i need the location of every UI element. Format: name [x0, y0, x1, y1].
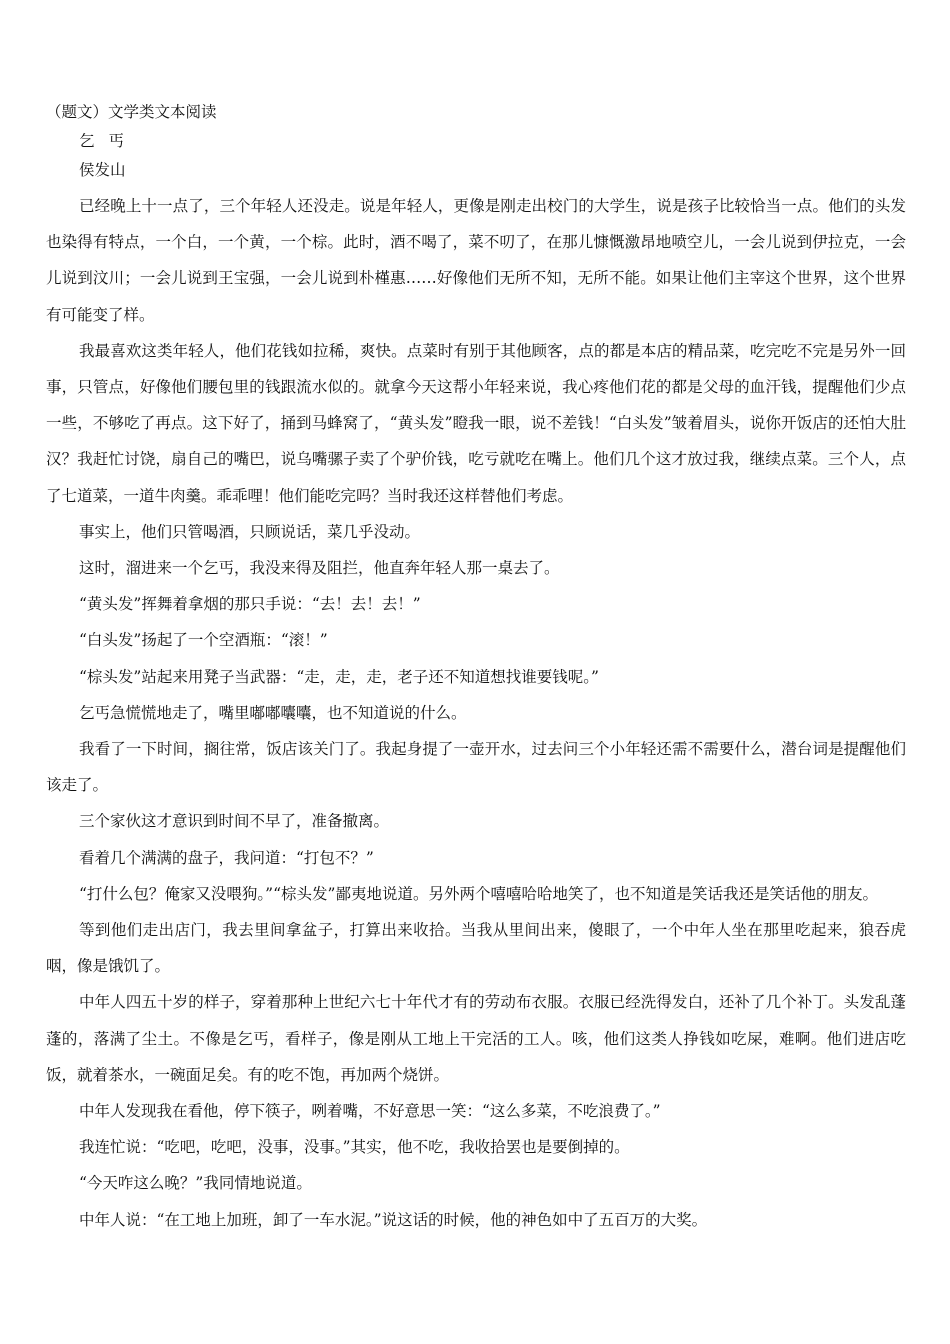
paragraph: “今天咋这么晚？”我同情地说道。 [79, 1174, 312, 1193]
paragraph: 我最喜欢这类年轻人，他们花钱如拉稀，爽快。点菜时有别于其他顾客，点的都是本店的精品菜，吃完吃不完是另外一回事，只管点，好像他们腰包里的钱跟流水似的。就拿今天这帮小年轻来说，我心疼他们花的都是父母的血汗钱，提醒他们少点一些，不够吃了再点。这下好了，捅到马蜂窝了，“黄头发”瞪我一眼，说不差钱！“白头发”皱着眉头，说你开饭店的还怕大肚汉？我赶忙讨饶，扇自己的嘴巴，说乌嘴骡子卖了个驴价钱，吃亏就吃在嘴上。他们几个这才放过我，继续点菜。三个人，点了七道菜，一道牛肉羹。乖乖哩！他们能吃完吗？当时我还这样替他们考虑。 [46, 341, 906, 505]
section-heading: （题文）文学类文本阅读 [46, 103, 217, 121]
paragraph: 中年人发现我在看他，停下筷子，咧着嘴，不好意思一笑：“这么多菜，不吃浪费了。” [79, 1102, 661, 1121]
story-author: 侯发山 [79, 161, 126, 179]
story-body [46, 188, 906, 1238]
paragraph: 已经晚上十一点了，三个年轻人还没走。说是年轻人，更像是刚走出校门的大学生，说是孩子比较恰当一点。他们的头发也染得有特点，一个白，一个黄，一个棕。此时，酒不喝了，菜不叨了，在那儿慷慨激昂地喷空儿，一会儿说到伊拉克，一会儿说到汶川；一会儿说到王宝强，一会儿说到朴槿惠……好像他们无所不知，无所不能。如果让他们主宰这个世界，这个世界有可能变了样。 [46, 197, 906, 324]
document-page [46, 98, 906, 1238]
paragraph: “棕头发”站起来用凳子当武器：“走，走，走，老子还不知道想找谁要钱呢。” [79, 667, 599, 686]
paragraph: 中年人说：“在工地上加班，卸了一车水泥。”说这话的时候，他的神色如中了五百万的大奖。 [79, 1210, 708, 1229]
paragraph: 我看了一下时间，搁往常，饭店该关门了。我起身提了一壶开水，过去问三个小年轻还需不需要什么，潜台词是提醒他们该走了。 [46, 740, 906, 795]
paragraph: “黄头发”挥舞着拿烟的那只手说：“去！去！去！” [79, 595, 421, 614]
paragraph: 事实上，他们只管喝酒，只顾说话，菜几乎没动。 [79, 522, 421, 541]
story-title: 乞丐 [79, 132, 139, 150]
paragraph: 看着几个满满的盘子，我问道：“打包不？” [79, 848, 374, 867]
paragraph: “打什么包？俺家又没喂狗。”“棕头发”鄙夷地说道。另外两个嘻嘻哈哈地笑了，也不知道是笑话我还是笑话他的朋友。 [79, 884, 878, 903]
paragraph: 三个家伙这才意识到时间不早了，准备撤离。 [79, 812, 390, 831]
paragraph: 乞丐急慌慌地走了，嘴里嘟嘟囔囔，也不知道说的什么。 [79, 703, 467, 722]
paragraph: 中年人四五十岁的样子，穿着那种上世纪六七十年代才有的劳动布衣服。衣服已经洗得发白，还补了几个补丁。头发乱蓬蓬的，落满了尘土。不像是乞丐，看样子，像是刚从工地上干完活的工人。咳，他们这类人挣钱如吃屎，难啊。他们进店吃饭，就着茶水，一碗面足矣。有的吃不饱，再加两个烧饼。 [46, 993, 906, 1084]
paragraph: 等到他们走出店门，我去里间拿盆子，打算出来收拾。当我从里间出来，傻眼了，一个中年人坐在那里吃起来，狼吞虎咽，像是饿饥了。 [46, 921, 906, 976]
paragraph: “白头发”扬起了一个空酒瓶：“滚！” [79, 631, 328, 650]
paragraph: 我连忙说：“吃吧，吃吧，没事，没事。”其实，他不吃，我收拾罢也是要倒掉的。 [79, 1138, 630, 1157]
paragraph: 这时，溜进来一个乞丐，我没来得及阻拦，他直奔年轻人那一桌去了。 [79, 559, 560, 578]
